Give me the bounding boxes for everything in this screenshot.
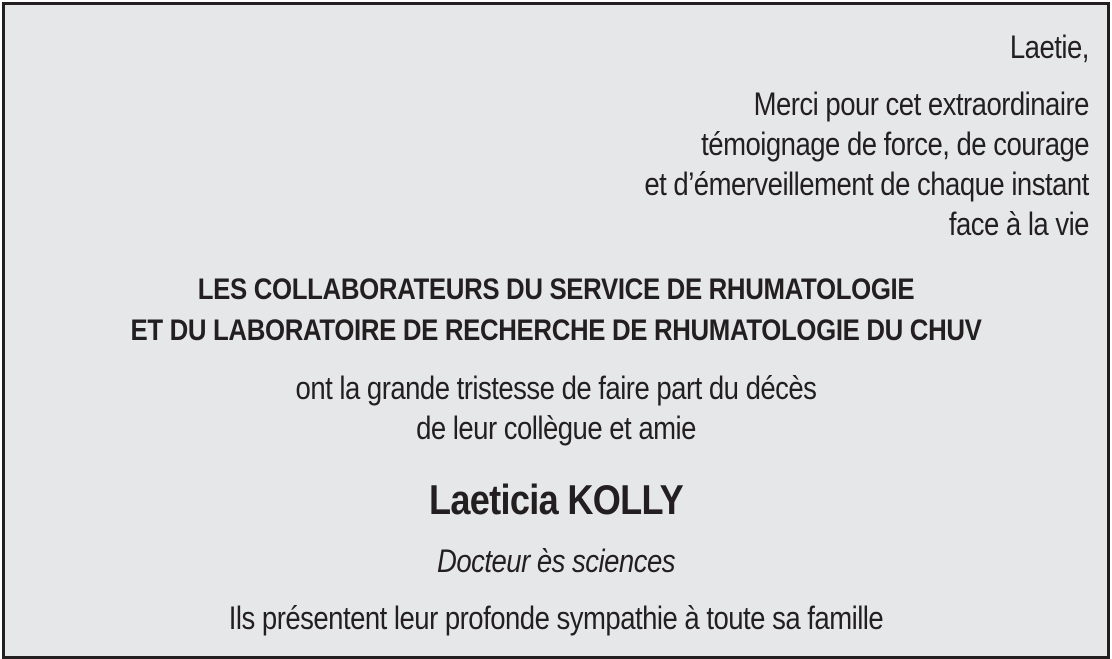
greeting: Laetie, xyxy=(1009,29,1089,65)
deceased-name: Laeticia KOLLY xyxy=(428,476,683,523)
announcement-line: de leur collègue et amie xyxy=(416,410,696,446)
announcement-line: ont la grande tristesse de faire part du décès xyxy=(295,370,817,406)
organization-line: ET DU LABORATOIRE DE RECHERCHE DE RHUMATOLOGIE DU CHUV xyxy=(130,314,982,347)
deceased-title: Docteur ès sciences xyxy=(436,543,675,579)
message-line: témoignage de force, de courage xyxy=(701,126,1089,162)
message-line: Merci pour cet extraordinaire xyxy=(753,86,1089,122)
closing-line: Ils présentent leur profonde sympathie à toute sa famille xyxy=(228,600,884,636)
message-line: face à la vie xyxy=(948,206,1089,242)
organization-line: LES COLLABORATEURS DU SERVICE DE RHUMATOLOGIE xyxy=(197,273,915,306)
obituary-notice xyxy=(2,2,1110,659)
message-line: et d’émerveillement de chaque instant xyxy=(644,166,1089,202)
